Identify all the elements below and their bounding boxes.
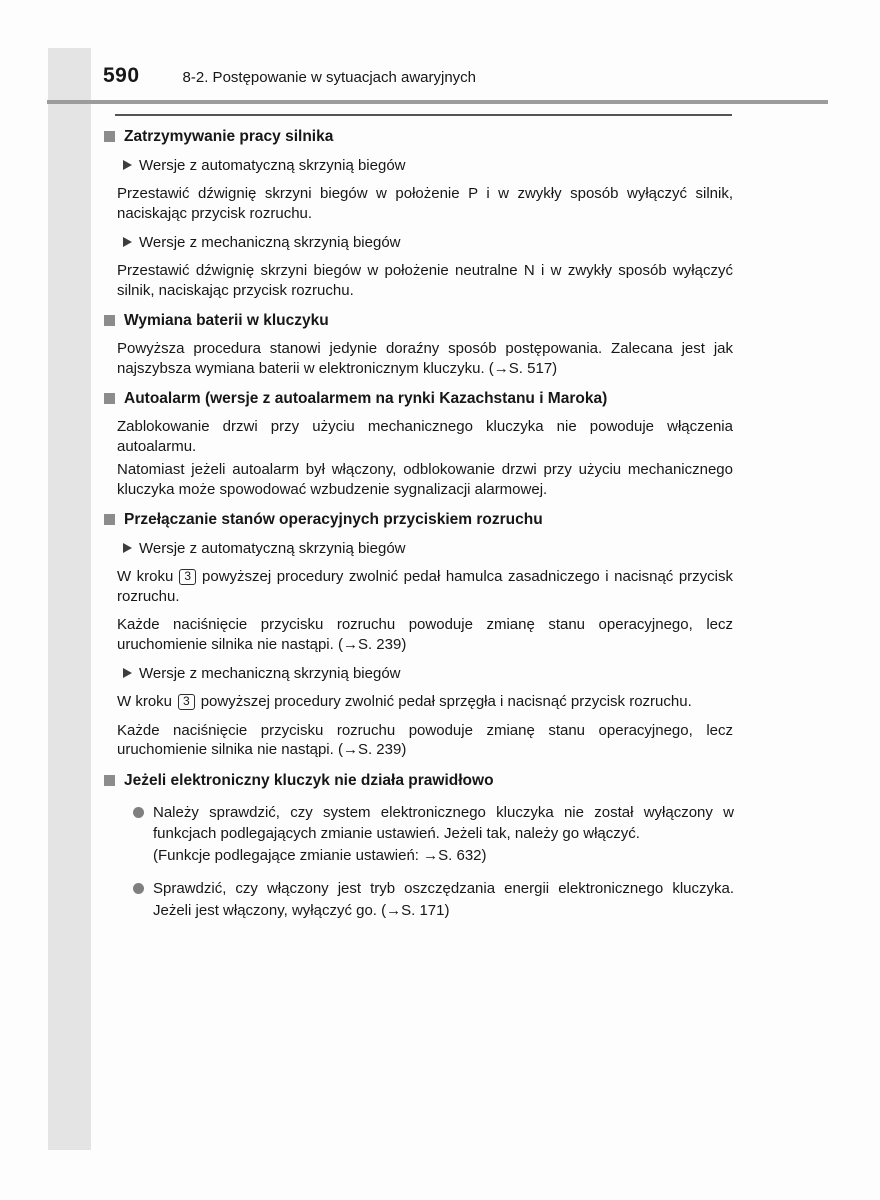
circle-bullet-icon bbox=[133, 883, 144, 894]
list-item bbox=[133, 802, 734, 867]
paragraph-with-step bbox=[117, 567, 733, 606]
triangle-right-icon bbox=[123, 237, 132, 247]
paragraph-text: W kroku bbox=[117, 693, 173, 710]
section-heading bbox=[104, 311, 732, 330]
page-number: 590 bbox=[103, 64, 140, 87]
variant-heading bbox=[123, 156, 732, 175]
paragraph: Natomiast jeżeli autoalarm był włączony, odblokowanie drzwi przy użyciu mechanicznego kluczyka może spowodować wzbudzenie sygnalizacji alarmowej. bbox=[117, 461, 733, 498]
square-bullet-icon bbox=[104, 315, 115, 326]
header-divider bbox=[47, 100, 828, 104]
section-heading bbox=[104, 771, 732, 790]
list-item-body bbox=[153, 878, 734, 921]
square-bullet-icon bbox=[104, 131, 115, 142]
paragraph: Powyższa procedura stanowi jedynie doraźny sposób postępowania. Zalecana jest jak najszybsza wymiana baterii w elektronicznym kluczyku. (→S. 517) bbox=[117, 340, 733, 377]
list-item-text: Sprawdzić, czy włączony jest tryb oszczędzania energii elektronicznego kluczyka. Jeżeli jest włączony, wyłączyć go. (→S. 171) bbox=[153, 880, 734, 919]
list-item-text: Należy sprawdzić, czy system elektronicznego kluczyka nie został wyłączony w funkcjach podlegających zmianie ustawień. Jeżeli tak, należy go włączyć. bbox=[153, 803, 734, 842]
step-number-box: 3 bbox=[178, 694, 195, 710]
variant-heading bbox=[123, 233, 732, 252]
paragraph: Przestawić dźwignię skrzyni biegów w położenie P i w zwykły sposób wyłączyć silnik, naciskając przycisk rozruchu. bbox=[117, 185, 733, 222]
section-heading-text: Przełączanie stanów operacyjnych przyciskiem rozruchu bbox=[124, 511, 543, 528]
square-bullet-icon bbox=[104, 514, 115, 525]
paragraph: Zablokowanie drzwi przy użyciu mechanicznego kluczyka nie powoduje włączenia autoalarmu. bbox=[117, 418, 733, 455]
section-heading bbox=[104, 389, 732, 408]
page-edge-tab bbox=[48, 48, 91, 1150]
section-heading bbox=[104, 510, 732, 529]
section-heading-text: Zatrzymywanie pracy silnika bbox=[124, 128, 334, 145]
variant-heading bbox=[123, 539, 732, 558]
triangle-right-icon bbox=[123, 160, 132, 170]
variant-heading-text: Wersje z mechaniczną skrzynią biegów bbox=[139, 234, 401, 251]
square-bullet-icon bbox=[104, 393, 115, 404]
list-item-body bbox=[153, 802, 734, 867]
paragraph-text: powyższej procedury zwolnić pedał sprzęgła i nacisnąć przycisk rozruchu. bbox=[200, 693, 692, 710]
step-number-box: 3 bbox=[179, 569, 196, 585]
paragraph-text: powyższej procedury zwolnić pedał hamulca zasadniczego i nacisnąć przycisk rozruchu. bbox=[117, 568, 733, 605]
section-heading bbox=[104, 127, 732, 146]
square-bullet-icon bbox=[104, 775, 115, 786]
variant-heading-text: Wersje z automatyczną skrzynią biegów bbox=[139, 157, 406, 174]
paragraph: Przestawić dźwignię skrzyni biegów w położenie neutralne N i w zwykły sposób wyłączyć silnik, naciskając przycisk rozruchu. bbox=[117, 262, 733, 299]
section-heading-text: Wymiana baterii w kluczyku bbox=[124, 312, 329, 329]
section-heading-text: Jeżeli elektroniczny kluczyk nie działa prawidłowo bbox=[124, 771, 494, 789]
paragraph: Każde naciśnięcie przycisku rozruchu powoduje zmianę stanu operacyjnego, lecz uruchomienie silnika nie nastąpi. (→S. 239) bbox=[117, 721, 733, 758]
list-item-note: (Funkcje podlegające zmianie ustawień: →S. 632) bbox=[153, 846, 487, 864]
variant-heading-text: Wersje z mechaniczną skrzynią biegów bbox=[139, 665, 401, 682]
list-item bbox=[133, 878, 734, 921]
content-top-divider bbox=[115, 114, 732, 116]
paragraph-with-step bbox=[117, 692, 733, 712]
section-heading-text: Autoalarm (wersje z autoalarmem na rynki Kazachstanu i Maroka) bbox=[124, 390, 608, 407]
triangle-right-icon bbox=[123, 668, 132, 678]
page-content bbox=[104, 114, 732, 921]
variant-heading bbox=[123, 664, 732, 683]
paragraph-text: W kroku bbox=[117, 568, 174, 585]
circle-bullet-icon bbox=[133, 807, 144, 818]
variant-heading-text: Wersje z automatyczną skrzynią biegów bbox=[139, 540, 406, 557]
chapter-title: 8-2. Postępowanie w sytuacjach awaryjnych bbox=[182, 69, 477, 86]
triangle-right-icon bbox=[123, 543, 132, 553]
page-header bbox=[103, 64, 476, 88]
paragraph: Każde naciśnięcie przycisku rozruchu powoduje zmianę stanu operacyjnego, lecz uruchomienie silnika nie nastąpi. (→S. 239) bbox=[117, 616, 733, 653]
